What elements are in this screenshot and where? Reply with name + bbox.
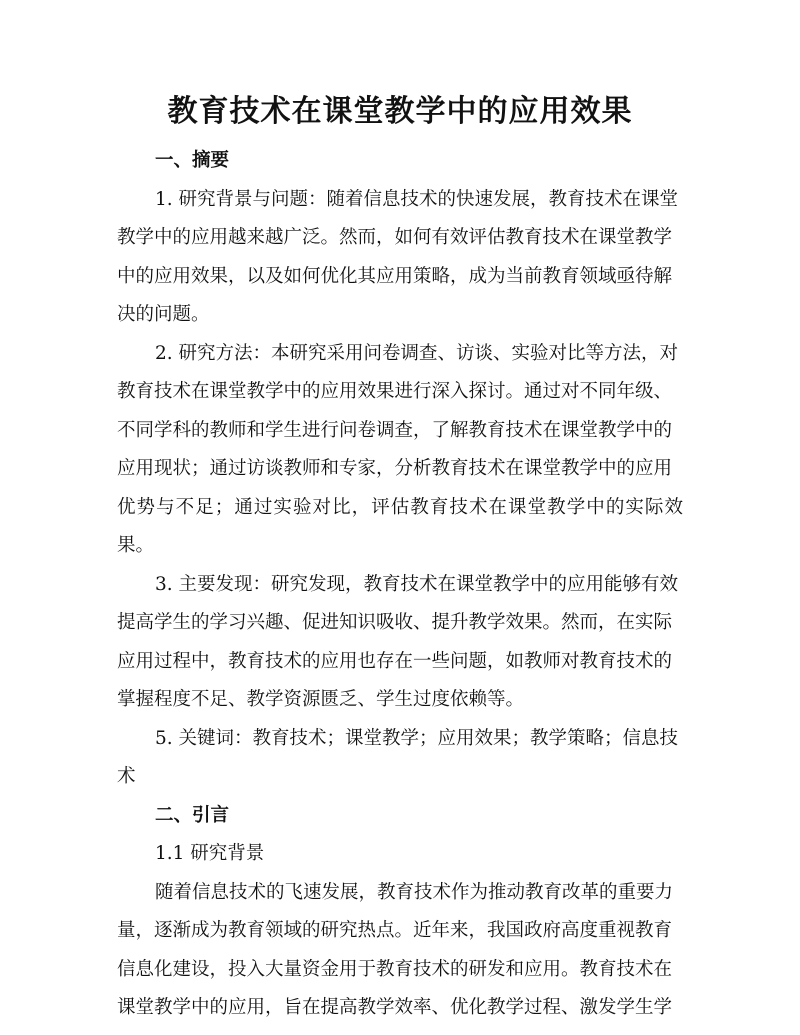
text-line: 掌握程度不足、教学资源匮乏、学生过度依赖等。 <box>117 689 525 710</box>
text-line: 5. 关键词：教育技术；课堂教学；应用效果；教学策略；信息技 <box>155 727 679 749</box>
text-line: 3. 主要发现：研究发现，教育技术在课堂教学中的应用能够有效 <box>155 573 679 595</box>
text-line: 应用现状；通过访谈教师和专家，分析教育技术在课堂教学中的应用 <box>117 458 673 479</box>
text-line: 决的问题。 <box>117 304 210 325</box>
section-heading-introduction: 二、引言 <box>155 804 230 826</box>
paragraph-keywords <box>117 720 683 797</box>
text-line: 课堂教学中的应用，旨在提高教学效率、优化教学过程、激发学生学 <box>117 997 673 1018</box>
subsection-heading-research-background: 1.1 研究背景 <box>155 843 265 864</box>
paragraph-main-findings <box>117 566 683 720</box>
text-line: 中的应用效果，以及如何优化其应用策略，成为当前教育领域亟待解 <box>117 265 673 287</box>
paragraph-introduction-background <box>117 874 683 1028</box>
document-body <box>117 142 683 1028</box>
paragraph-research-method <box>117 335 683 566</box>
text-line: 教学中的应用越来越广泛。然而，如何有效评估教育技术在课堂教学 <box>117 227 673 248</box>
text-line: 优势与不足；通过实验对比，评估教育技术在课堂教学中的实际效果。 <box>117 496 683 556</box>
text-line: 提高学生的学习兴趣、促进知识吸收、提升教学效果。然而，在实际 <box>117 612 673 633</box>
text-line: 2. 研究方法：本研究采用问卷调查、访谈、实验对比等方法，对 <box>155 342 679 364</box>
text-line: 教育技术在课堂教学中的应用效果进行深入探讨。通过对不同年级、 <box>117 381 673 402</box>
document-title: 教育技术在课堂教学中的应用效果 <box>167 94 633 129</box>
text-line: 术 <box>117 766 136 787</box>
section-heading-abstract: 一、摘要 <box>155 150 230 171</box>
text-line: 应用过程中，教育技术的应用也存在一些问题，如教师对教育技术的 <box>117 650 673 672</box>
text-line: 1. 研究背景与问题：随着信息技术的快速发展，教育技术在课堂 <box>155 188 679 210</box>
text-line: 量，逐渐成为教育领域的研究热点。近年来，我国政府高度重视教育 <box>117 920 673 941</box>
text-line: 随着信息技术的飞速发展，教育技术作为推动教育改革的重要力 <box>155 881 674 903</box>
paragraph-research-background <box>117 181 683 335</box>
text-line: 信息化建设，投入大量资金用于教育技术的研发和应用。教育技术在 <box>117 958 673 980</box>
text-line: 不同学科的教师和学生进行问卷调查，了解教育技术在课堂教学中的 <box>117 419 673 441</box>
